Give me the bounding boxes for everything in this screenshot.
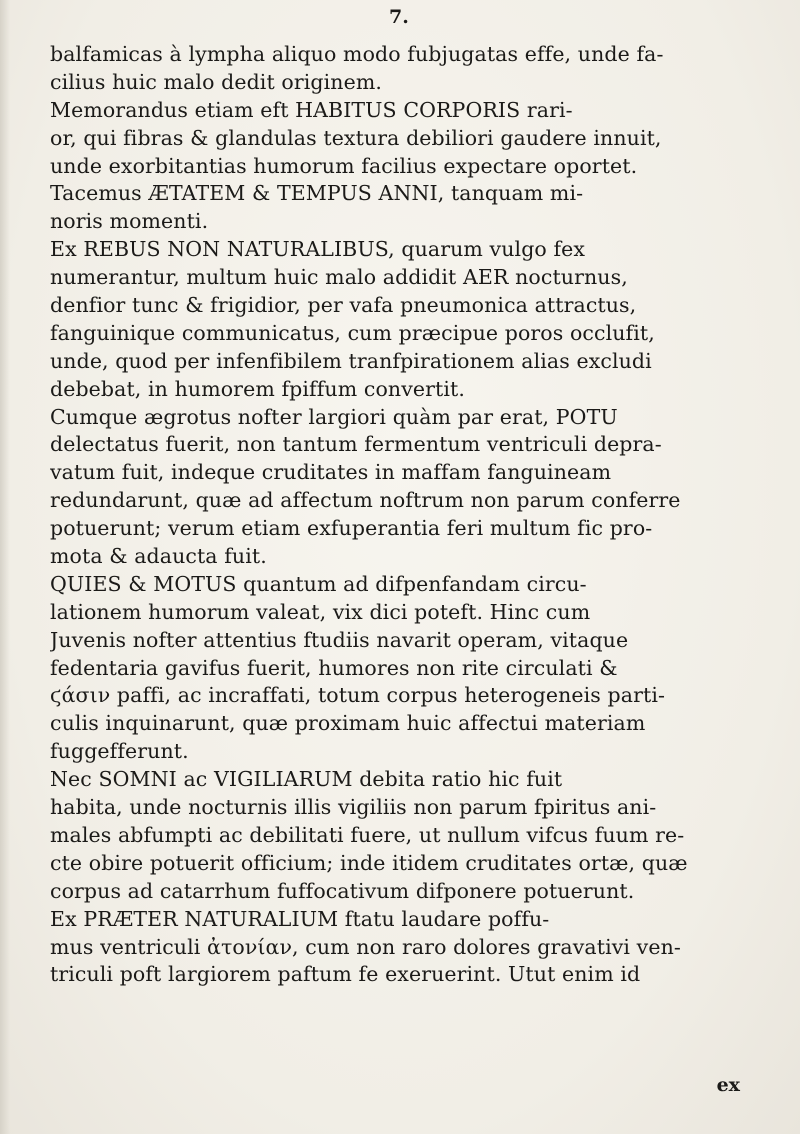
- text-line: redundarunt, quæ ad affectum noftrum non parum conferre: [50, 488, 681, 513]
- text-line: denfior tunc & frigidior, per vafa pneumonica attractus,: [50, 293, 637, 318]
- text-line: Memorandus etiam eft HABITUS CORPORIS rari-: [50, 97, 573, 122]
- text-line: males abfumpti ac debilitati fuere, ut nullum vifcus fuum re-: [50, 822, 685, 847]
- catchword: ex: [716, 1074, 740, 1096]
- text-line: numerantur, multum huic malo addidit AER nocturnus,: [50, 265, 628, 290]
- text-line: Tacemus ÆTATEM & TEMPUS ANNI, tanquam mi-: [50, 181, 584, 206]
- text-line: fedentaria gavifus fuerit, humores non rite circulati &: [50, 655, 618, 680]
- text-line: unde, quod per infenfibilem tranfpirationem alias excludi: [50, 348, 652, 373]
- page-number: 7.: [389, 6, 409, 28]
- text-line: delectatus fuerit, non tantum fermentum ventriculi depra-: [50, 432, 662, 457]
- binding-shadow: [0, 0, 10, 1134]
- text-line: mus ventriculi ἀτονίαν, cum non raro dolores gravativi ven-: [50, 934, 681, 959]
- text-line: lationem humorum valeat, vix dici poteft. Hinc cum: [50, 599, 591, 624]
- body-text: [50, 41, 760, 989]
- text-line: fuggefferunt.: [50, 739, 189, 764]
- text-line: Ex PRÆTER NATURALIUM ftatu laudare poffu-: [50, 906, 550, 931]
- text-line: Juvenis nofter attentius ftudiis navarit operam, vitaque: [50, 627, 629, 652]
- text-line: debebat, in humorem fpiffum convertit.: [50, 376, 465, 401]
- text-line: cte obire potuerit officium; inde itidem cruditates ortæ, quæ: [50, 850, 688, 875]
- text-line: Nec SOMNI ac VIGILIARUM debita ratio hic fuit: [50, 767, 563, 792]
- text-line: fanguinique communicatus, cum præcipue poros occlufit,: [50, 320, 655, 345]
- text-line: culis inquinarunt, quæ proximam huic affectui materiam: [50, 711, 646, 736]
- text-line: habita, unde nocturnis illis vigiliis non parum fpiritus ani-: [50, 795, 657, 820]
- text-line: ϛάσιν paffi, ac incraffati, totum corpus heterogeneis parti-: [50, 683, 666, 708]
- text-line: corpus ad catarrhum fuffocativum difponere potuerunt.: [50, 878, 635, 903]
- text-line: balfamicas à lympha aliquo modo fubjugatas effe, unde fa-: [50, 42, 664, 66]
- text-line: Ex REBUS NON NATURALIBUS, quarum vulgo fex: [50, 237, 586, 262]
- text-line: or, qui fibras & glandulas textura debiliori gaudere innuit,: [50, 125, 662, 150]
- text-line: Cumque ægrotus nofter largiori quàm par erat, POTU: [50, 404, 618, 429]
- text-line: cilius huic malo dedit originem.: [50, 69, 382, 94]
- text-line: unde exorbitantias humorum facilius expectare oportet.: [50, 153, 638, 178]
- text-line: mota & adaucta fuit.: [50, 544, 267, 569]
- text-line: triculi poft largiorem paftum fe exeruerint. Utut enim id: [50, 962, 641, 987]
- text-line: noris momenti.: [50, 209, 209, 234]
- text-line: vatum fuit, indeque cruditates in maffam fanguineam: [50, 460, 612, 485]
- text-line: potuerunt; verum etiam exfuperantia feri multum fic pro-: [50, 516, 653, 541]
- text-line: QUIES & MOTUS quantum ad difpenfandam circu-: [50, 571, 587, 596]
